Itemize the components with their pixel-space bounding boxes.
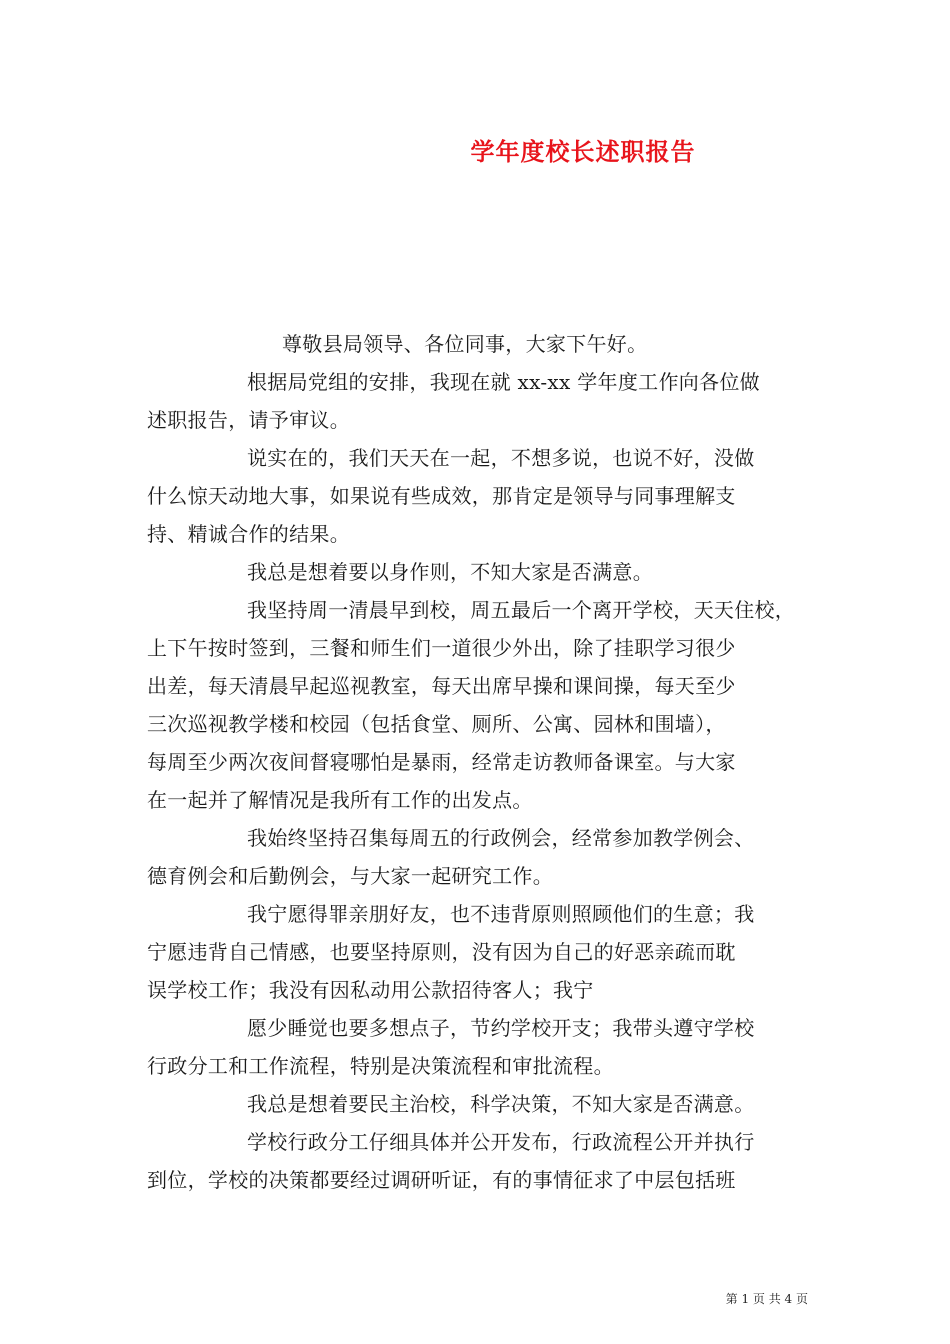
body-line: 德育例会和后勤例会，与大家一起研究工作。 <box>147 864 553 888</box>
body-line: 我坚持周一清晨早到校，周五最后一个离开学校，天天住校， <box>247 598 796 622</box>
body-line: 每周至少两次夜间督寝哪怕是暴雨，经常走访教师备课室。与大家 <box>147 750 736 774</box>
body-line: 宁愿违背自己情感，也要坚持原则，没有因为自己的好恶亲疏而耽 <box>147 940 736 964</box>
body-line: 尊敬县局领导、各位同事，大家下午好。 <box>282 332 648 356</box>
body-line: 我总是想着要民主治校，科学决策，不知大家是否满意。 <box>247 1092 755 1116</box>
document-title: 学年度校长述职报告 <box>470 137 696 166</box>
body-line: 上下午按时签到，三餐和师生们一道很少外出，除了挂职学习很少 <box>147 636 736 660</box>
body-line: 我总是想着要以身作则，不知大家是否满意。 <box>247 560 653 584</box>
body-line: 出差，每天清晨早起巡视教室，每天出席早操和课间操，每天至少 <box>147 674 736 698</box>
body-line: 三次巡视教学楼和校园（包括食堂、厕所、公寓、园林和围墙）， <box>147 712 726 736</box>
body-line: 什么惊天动地大事，如果说有些成效，那肯定是领导与同事理解支 <box>147 484 736 508</box>
body-line: 根据局党组的安排，我现在就 xx-xx 学年度工作向各位做 <box>247 370 760 394</box>
body-line: 我始终坚持召集每周五的行政例会，经常参加教学例会、 <box>247 826 755 850</box>
body-line: 在一起并了解情况是我所有工作的出发点。 <box>147 788 533 812</box>
document-body <box>147 325 807 1199</box>
body-line: 到位，学校的决策都要经过调研听证，有的事情征求了中层包括班 <box>147 1168 736 1192</box>
body-line: 行政分工和工作流程，特别是决策流程和审批流程。 <box>147 1054 614 1078</box>
body-line: 说实在的，我们天天在一起，不想多说，也说不好，没做 <box>247 446 755 470</box>
body-line: 学校行政分工仔细具体并公开发布，行政流程公开并执行 <box>247 1130 755 1154</box>
body-line: 误学校工作；我没有因私动用公款招待客人；我宁 <box>147 978 594 1002</box>
page-footer: 第 1 页 共 4 页 <box>725 1292 808 1306</box>
body-line: 述职报告，请予审议。 <box>147 408 350 432</box>
body-line: 愿少睡觉也要多想点子，节约学校开支；我带头遵守学校 <box>247 1016 755 1040</box>
body-line: 持、精诚合作的结果。 <box>147 522 350 546</box>
body-line: 我宁愿得罪亲朋好友，也不违背原则照顾他们的生意；我 <box>247 902 755 926</box>
